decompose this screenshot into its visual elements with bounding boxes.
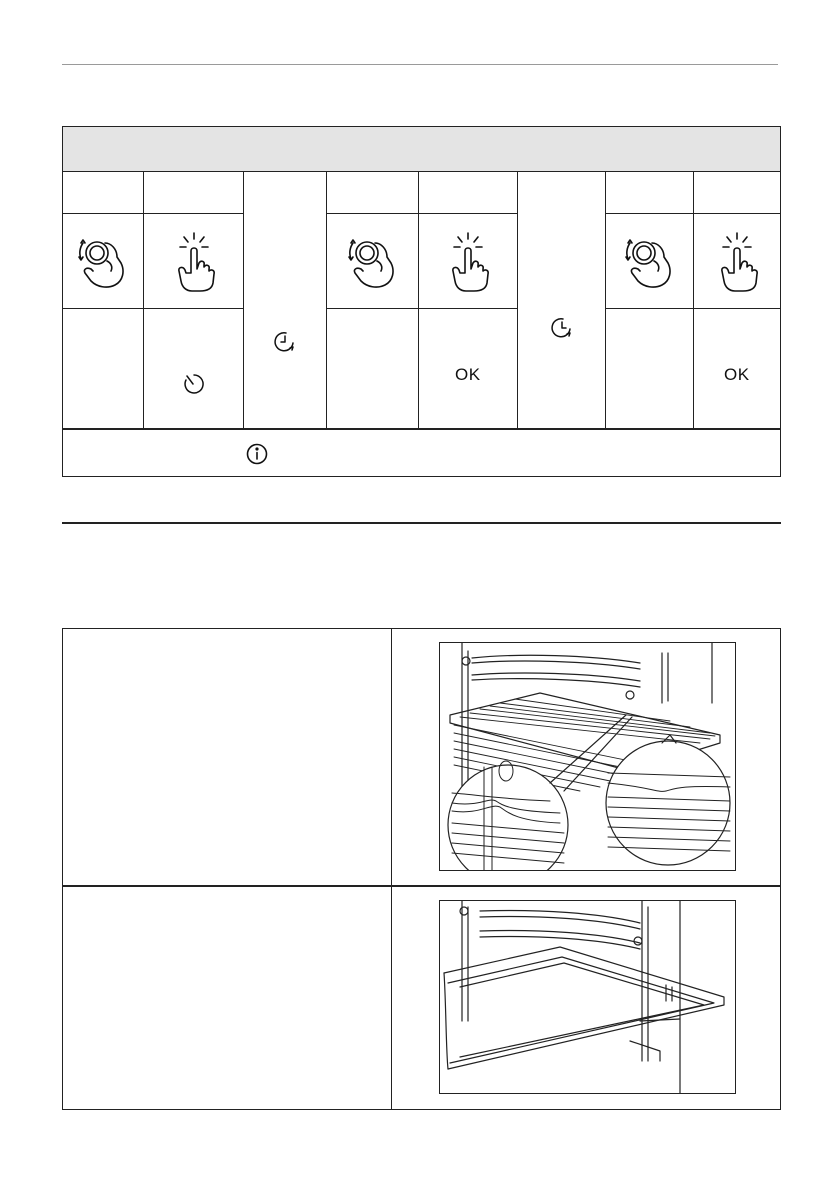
- col-divider: [391, 629, 392, 1109]
- tray-insert-illustration: [439, 900, 736, 1094]
- row-divider: [326, 213, 517, 214]
- row-divider: [63, 213, 243, 214]
- info-icon: [245, 442, 269, 466]
- clock-arrow-icon: [244, 327, 326, 357]
- rotate-knob-icon: [606, 215, 693, 307]
- ok-label: OK: [455, 365, 481, 384]
- section-rule: [62, 522, 781, 524]
- col-divider: [243, 172, 244, 428]
- rotate-knob-icon: [327, 215, 418, 307]
- row-divider: [605, 308, 780, 309]
- row-divider: [63, 308, 243, 309]
- steps-table-footer: [63, 428, 780, 476]
- row-divider: [63, 885, 780, 887]
- tap-finger-icon: [694, 215, 780, 307]
- row-divider: [326, 308, 517, 309]
- tap-finger-icon: [144, 215, 243, 307]
- wire-shelf-illustration: [439, 642, 736, 871]
- top-rule: [62, 64, 778, 65]
- steps-table: [62, 126, 781, 477]
- timer-icon: [144, 367, 243, 401]
- clock-arrow-icon: [518, 313, 605, 343]
- ok-label: OK: [724, 365, 750, 384]
- steps-table-header: [63, 127, 780, 172]
- tap-finger-icon: [419, 215, 517, 307]
- rotate-knob-icon: [63, 215, 143, 307]
- col-divider: [517, 172, 518, 428]
- row-divider: [605, 213, 780, 214]
- shelf-table: [62, 628, 781, 1110]
